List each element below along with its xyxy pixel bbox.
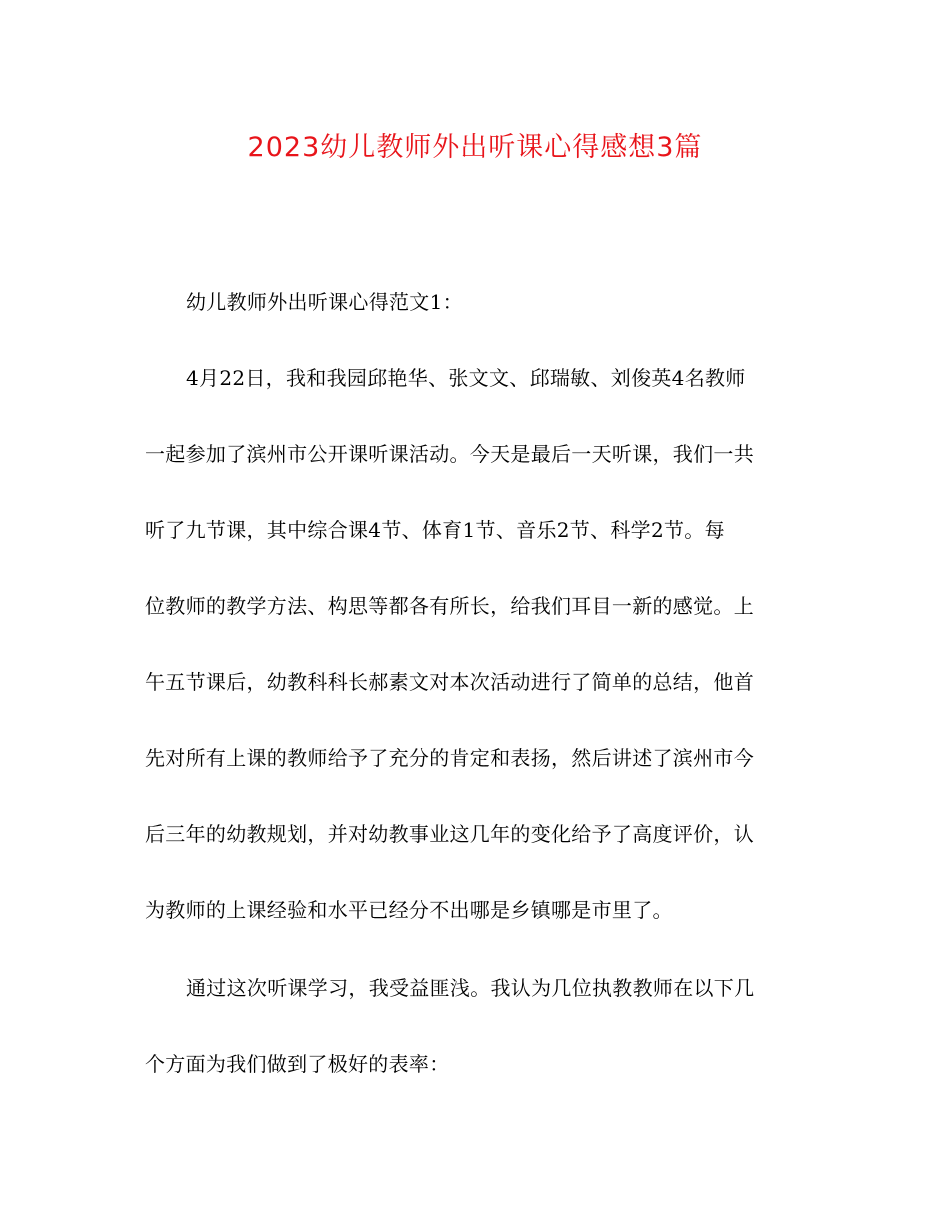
paragraph-line: 一起参加了滨州市公开课听课活动。今天是最后一天听课，我们一共 [145,442,754,466]
paragraph-line: 位教师的教学方法、构思等都各有所长，给我们耳目一新的感觉。上 [145,594,754,618]
paragraph-line: 为教师的上课经验和水平已经分不出哪是乡镇哪是市里了。 [145,898,673,922]
paragraph-line: 先对所有上课的教师给予了充分的肯定和表扬，然后讲述了滨州市今 [145,746,754,770]
paragraph-line: 通过这次听课学习，我受益匪浅。我认为几位执教教师在以下几 [186,976,755,1000]
paragraph-line: 4月22日，我和我园邱艳华、张文文、邱瑞敏、刘俊英4名教师 [186,366,746,390]
document-title: 2023幼儿教师外出听课心得感想3篇 [247,132,703,163]
document-body [145,282,805,1120]
paragraph-line: 听了九节课，其中综合课4节、体育1节、音乐2节、科学2节。每 [145,518,725,542]
paragraph-line: 午五节课后，幼教科科长郝素文对本次活动进行了简单的总结，他首 [145,670,754,694]
paragraph-line: 后三年的幼教规划，并对幼教事业这几年的变化给予了高度评价，认 [145,822,754,846]
section-heading: 幼儿教师外出听课心得范文1： [186,290,463,314]
paragraph-line: 个方面为我们做到了极好的表率： [145,1052,450,1076]
